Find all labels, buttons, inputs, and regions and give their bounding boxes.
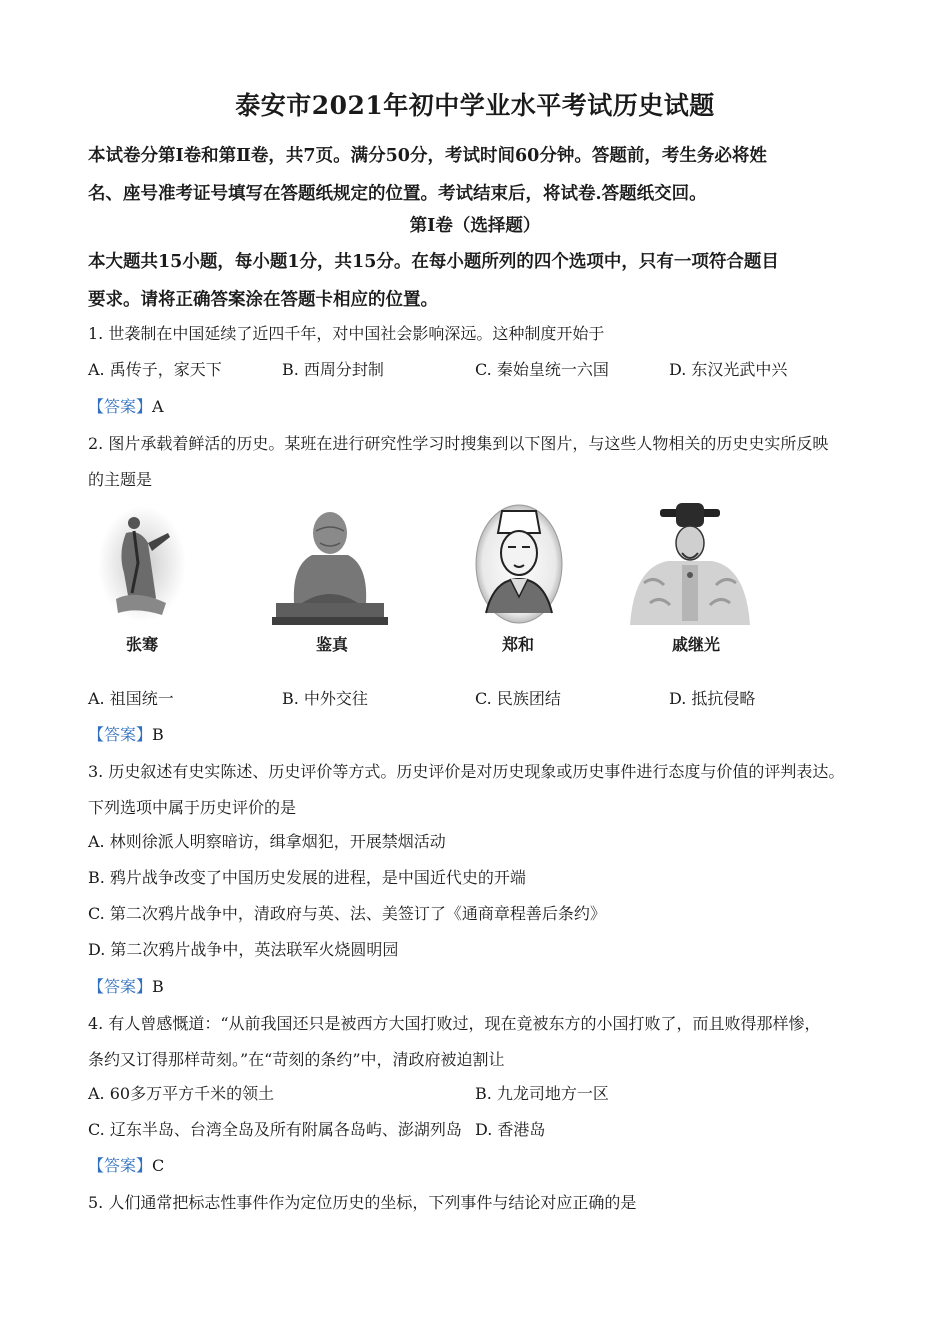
question-2-stem-line-2: 的主题是 — [88, 470, 153, 489]
answer-tag: 【答案】 — [88, 725, 153, 744]
zheng-he-portrait — [474, 503, 564, 625]
q3-answer-value: B — [152, 977, 164, 996]
question-3-stem-line-1: 3. 历史叙述有史实陈述、历史评价等方式。历史评价是对历史现象或历史事件进行态度与价值的评判表达。 — [88, 762, 845, 781]
q2-option-c: C. 民族团结 — [475, 689, 561, 708]
q4-option-a: A. 60多万平方千米的领土 — [88, 1084, 275, 1103]
instructions-line-1: 本大题共15小题，每小题1分，共15分。在每小题所列的四个选项中，只有一项符合题目 — [88, 252, 779, 272]
question-3-stem-line-2: 下列选项中属于历史评价的是 — [88, 798, 297, 817]
q3-option-b: B. 鸦片战争改变了中国历史发展的进程，是中国近代史的开端 — [88, 868, 526, 887]
caption-jianzhen: 鉴真 — [315, 635, 348, 654]
q1-option-a: A. 禹传子，家天下 — [88, 360, 222, 379]
q3-option-a: A. 林则徐派人明察暗访，缉拿烟犯，开展禁烟活动 — [88, 832, 446, 851]
question-1-stem: 1. 世袭制在中国延续了近四千年，对中国社会影响深远。这种制度开始于 — [88, 324, 605, 343]
zhang-qian-portrait — [96, 503, 188, 625]
q2-answer — [88, 722, 164, 745]
jianzhen-statue — [272, 503, 388, 625]
caption-zhang-qian: 张骞 — [125, 635, 158, 654]
q2-option-b: B. 中外交往 — [282, 689, 368, 708]
caption-zheng-he: 郑和 — [501, 635, 534, 654]
answer-tag: 【答案】 — [88, 1156, 153, 1175]
answer-tag: 【答案】 — [88, 977, 153, 996]
q2-option-a: A. 祖国统一 — [88, 689, 174, 708]
caption-qi-jiguang: 戚继光 — [671, 635, 720, 654]
question-5-stem: 5. 人们通常把标志性事件作为定位历史的坐标，下列事件与结论对应正确的是 — [88, 1193, 637, 1212]
q1-option-b: B. 西周分封制 — [282, 360, 384, 379]
q4-answer-value: C — [152, 1156, 165, 1175]
intro-line-1: 本试卷分第Ⅰ卷和第Ⅱ卷，共7页。满分50分，考试时间60分钟。答题前，考生务必将姓 — [88, 146, 767, 166]
q4-option-d: D. 香港岛 — [475, 1120, 546, 1139]
q1-option-c: C. 秦始皇统一六国 — [475, 360, 609, 379]
q1-option-d: D. 东汉光武中兴 — [669, 360, 788, 379]
question-4-stem-line-1: 4. 有人曾感慨道：“从前我国还只是被西方大国打败过，现在竟被东方的小国打败了，而且败得那样惨， — [88, 1014, 821, 1033]
q3-option-d: D. 第二次鸦片战争中，英法联军火烧圆明园 — [88, 940, 399, 959]
q2-option-d: D. 抵抗侵略 — [669, 689, 756, 708]
question-4-stem-line-2: 条约又订得那样苛刻。”在“苛刻的条约”中，清政府被迫割让 — [88, 1050, 505, 1069]
q4-answer — [88, 1153, 164, 1176]
qi-jiguang-portrait — [630, 503, 750, 625]
q4-option-b: B. 九龙司地方一区 — [475, 1084, 609, 1103]
answer-tag: 【答案】 — [88, 397, 153, 416]
q1-answer-value: A — [152, 397, 164, 416]
question-2-stem-line-1: 2. 图片承载着鲜活的历史。某班在进行研究性学习时搜集到以下图片，与这些人物相关的历史史实所反映 — [88, 434, 829, 453]
q2-answer-value: B — [152, 725, 164, 744]
q3-option-c: C. 第二次鸦片战争中，清政府与英、法、美签订了《通商章程善后条约》 — [88, 904, 606, 923]
instructions-line-2: 要求。请将正确答案涂在答题卡相应的位置。 — [88, 290, 438, 310]
page-title: 泰安市2021年初中学业水平考试历史试题 — [235, 91, 715, 120]
intro-line-2: 名、座号准考证号填写在答题纸规定的位置。考试结束后，将试卷.答题纸交回。 — [88, 184, 707, 204]
section-title: 第Ⅰ卷（选择题） — [409, 216, 541, 236]
q4-option-c: C. 辽东半岛、台湾全岛及所有附属各岛屿、澎湖列岛 — [88, 1120, 462, 1139]
q1-answer — [88, 394, 164, 417]
q3-answer — [88, 974, 164, 997]
